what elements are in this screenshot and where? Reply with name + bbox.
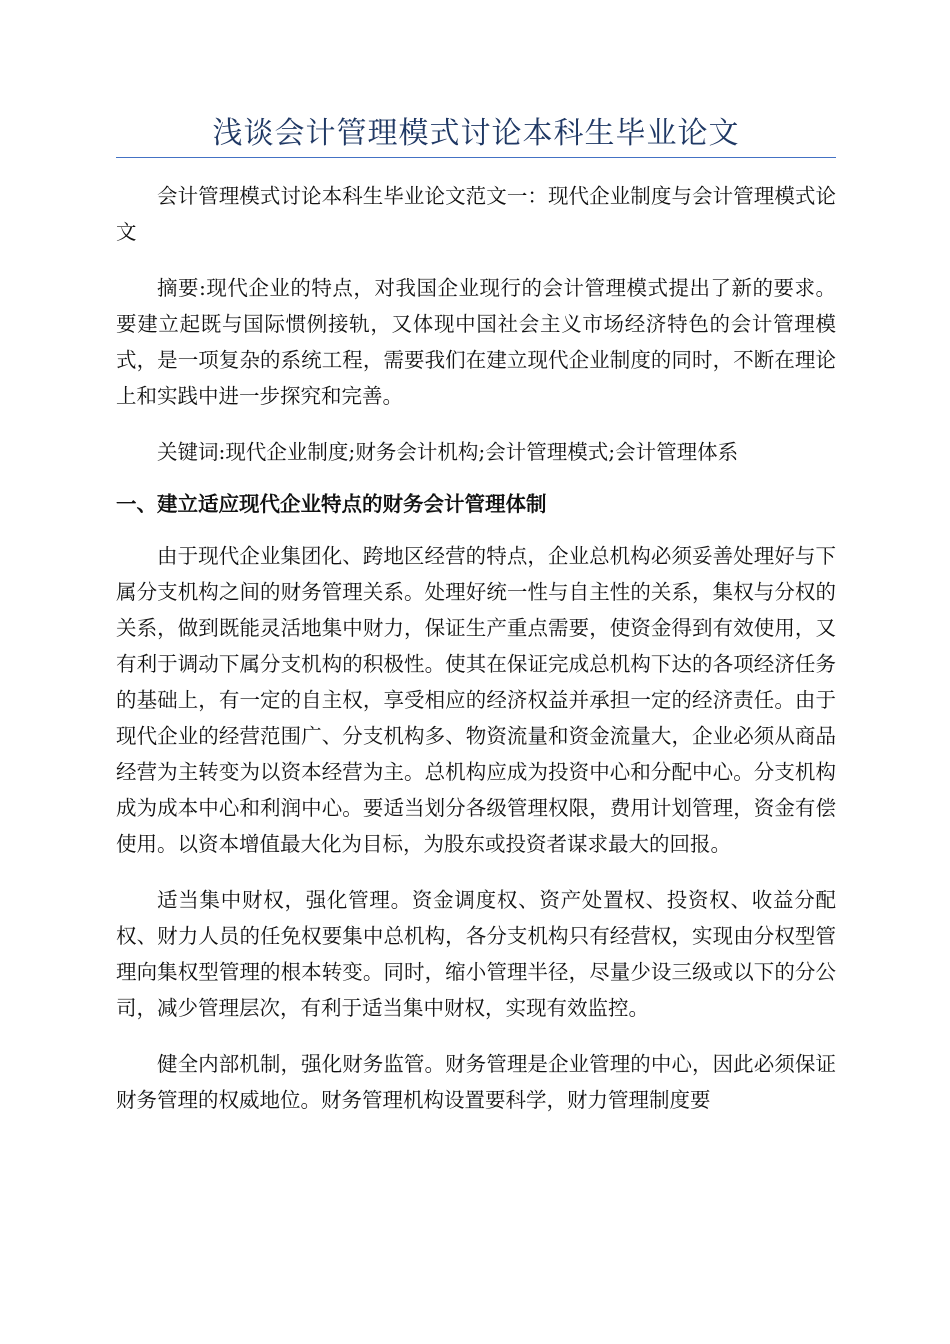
body-paragraph-2: 适当集中财权，强化管理。资金调度权、资产处置权、投资权、收益分配权、财力人员的任免权要集中总机构，各分支机构只有经营权，实现由分权型管理向集权型管理的根本转变。同时，缩小管理半径，尽量少设三级或以下的分公司，减少管理层次，有利于适当集中财权，实现有效监控。: [116, 888, 836, 1020]
abstract-paragraph: 摘要:现代企业的特点，对我国企业现行的会计管理模式提出了新的要求。要建立起既与国际惯例接轨，又体现中国社会主义市场经济特色的会计管理模式，是一项复杂的系统工程，需要我们在建立现代企业制度的同时，不断在理论上和实践中进一步探究和完善。: [116, 276, 836, 408]
body-paragraph-3: 健全内部机制，强化财务监管。财务管理是企业管理的中心，因此必须保证财务管理的权威地位。财务管理机构设置要科学，财力管理制度要: [116, 1052, 836, 1112]
keywords-paragraph: 关键词:现代企业制度;财务会计机构;会计管理模式;会计管理体系: [157, 440, 739, 464]
document-title: 浅谈会计管理模式讨论本科生毕业论文: [212, 116, 740, 151]
section-heading: 一、建立适应现代企业特点的财务会计管理体制: [116, 492, 547, 516]
document-page: [116, 112, 836, 1118]
body-paragraph-1: 由于现代企业集团化、跨地区经营的特点，企业总机构必须妥善处理好与下属分支机构之间的财务管理关系。处理好统一性与自主性的关系，集权与分权的关系，做到既能灵活地集中财力，保证生产重点需要，使资金得到有效使用，又有利于调动下属分支机构的积极性。使其在保证完成总机构下达的各项经济任务的基础上，有一定的自主权，享受相应的经济权益并承担一定的经济责任。由于现代企业的经营范围广、分支机构多、物资流量和资金流量大，企业必须从商品经营为主转变为以资本经营为主。总机构应成为投资中心和分配中心。分支机构成为成本中心和利润中心。要适当划分各级管理权限，费用计划管理，资金有偿使用。以资本增值最大化为目标，为股东或投资者谋求最大的回报。: [116, 544, 836, 856]
intro-paragraph: 会计管理模式讨论本科生毕业论文范文一：现代企业制度与会计管理模式论文: [116, 184, 836, 244]
